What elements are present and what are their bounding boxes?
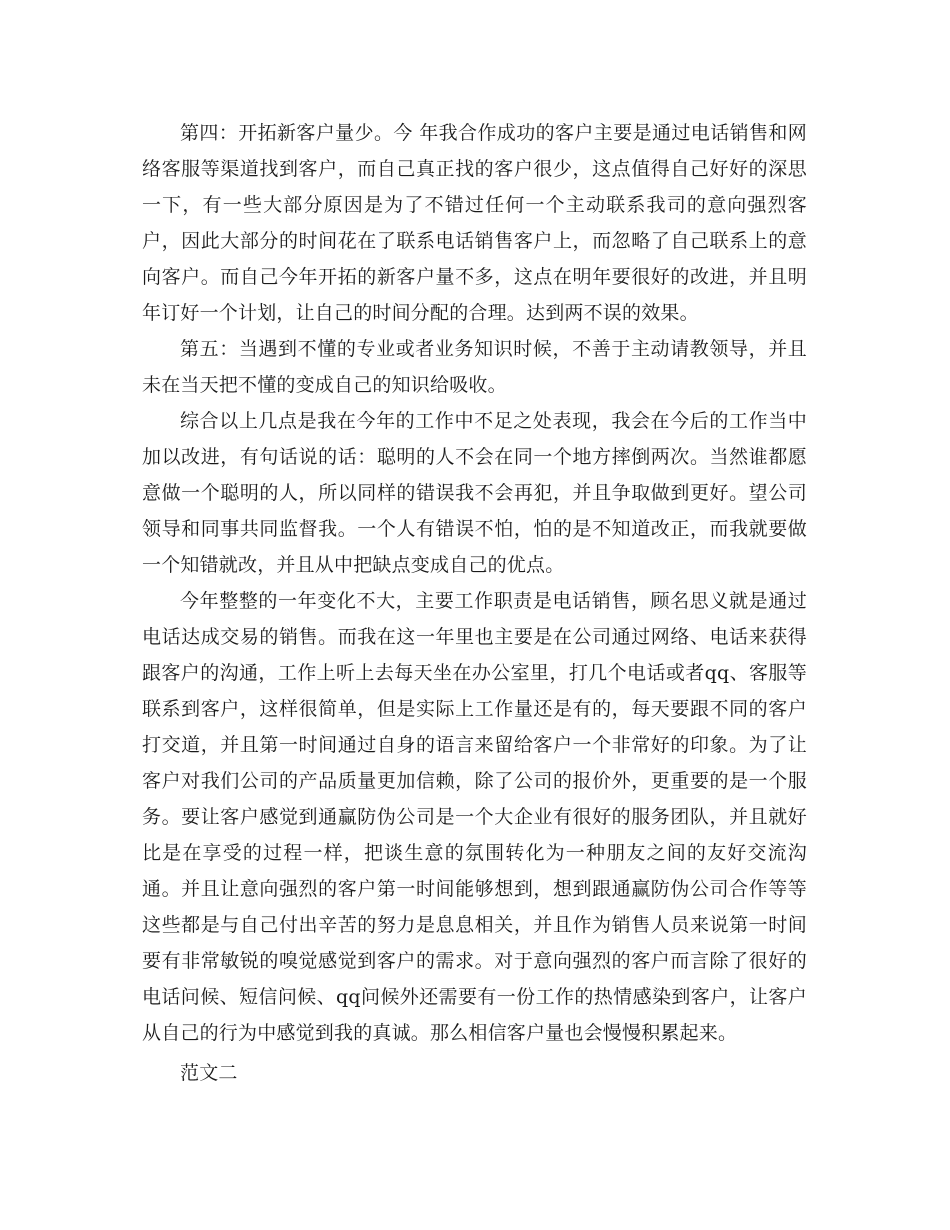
paragraph-5: 第五：当遇到不懂的专业或者业务知识时候，不善于主动请教领导，并且未在当天把不懂的变成自己的知识给吸收。: [142, 338, 807, 396]
document-body: [142, 115, 807, 1091]
paragraph-4: 第四：开拓新客户量少。今 年我合作成功的客户主要是通过电话销售和网络客服等渠道找到客户，而自己真正找的客户很少，这点值得自己好好的深思一下，有一些大部分原因是为了不错过任何一个主动联系我司的意向强烈客户，因此大部分的时间花在了联系电话销售客户上，而忽略了自己联系上的意向客户。而自己今年开拓的新客户量不多，这点在明年要很好的改进，并且明年订好一个计划，让自己的时间分配的合理。达到两不误的效果。: [142, 122, 807, 324]
paragraph-year-review: 今年整整的一年变化不大，主要工作职责是电话销售，顾名思义就是通过电话达成交易的销售。而我在这一年里也主要是在公司通过网络、电话来获得跟客户的沟通，工作上听上去每天坐在办公室里，打几个电话或者qq、客服等联系到客户，这样很简单，但是实际上工作量还是有的，每天要跟不同的客户打交道，并且第一时间通过自身的语言来留给客户一个非常好的印象。为了让客户对我们公司的产品质量更加信赖，除了公司的报价外，更重要的是一个服务。要让客户感觉到通赢防伪公司是一个大企业有很好的服务团队，并且就好比是在享受的过程一样，把谈生意的氛围转化为一种朋友之间的友好交流沟通。并且让意向强烈的客户第一时间能够想到，想到跟通赢防伪公司合作等等这些都是与自己付出辛苦的努力是息息相关，并且作为销售人员来说第一时间要有非常敏锐的嗅觉感觉到客户的需求。对于意向强烈的客户而言除了很好的电话问候、短信问候、qq问候外还需要有一份工作的热情感染到客户，让客户从自己的行为中感觉到我的真诚。那么相信客户量也会慢慢积累起来。: [142, 590, 807, 1044]
section-heading: 范文二: [180, 1062, 238, 1084]
paragraph-summary: 综合以上几点是我在今年的工作中不足之处表现，我会在今后的工作当中加以改进，有句话说的话：聪明的人不会在同一个地方摔倒两次。当然谁都愿意做一个聪明的人，所以同样的错误我不会再犯，并且争取做到更好。望公司领导和同事共同监督我。一个人有错误不怕，怕的是不知道改正，而我就要做一个知错就改，并且从中把缺点变成自己的优点。: [142, 410, 807, 576]
